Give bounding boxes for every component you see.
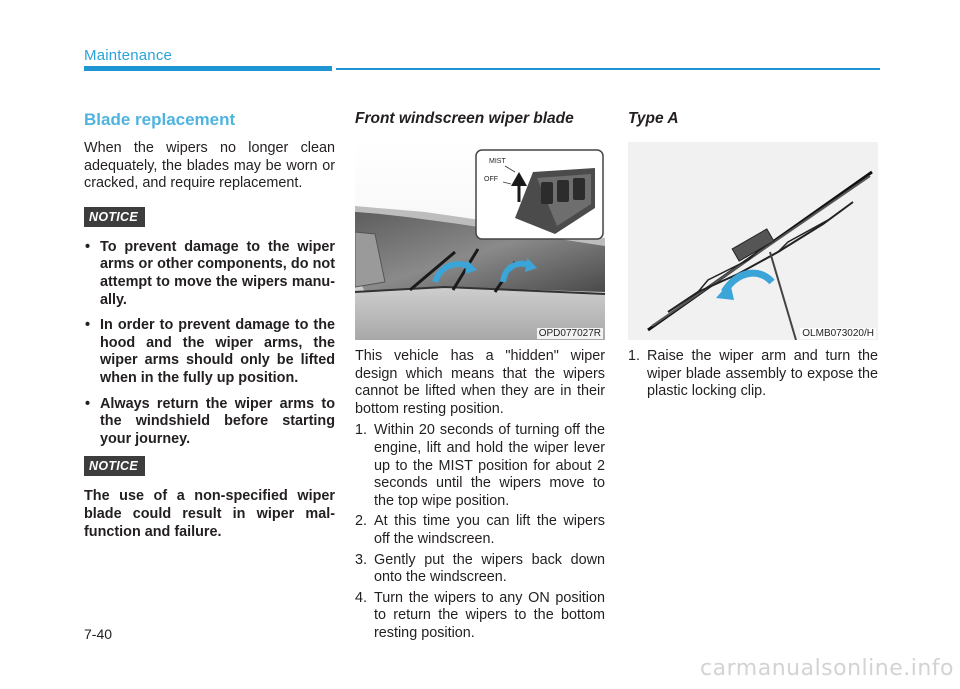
notice-text: The use of a non-specified wiper blade could result in wiper mal-function and failure. bbox=[84, 488, 335, 540]
notice-bullet-item: • To prevent damage to the wiper arms or other components, do not attempt to move the wipers manu-ally. bbox=[84, 239, 335, 309]
column-blade-replacement bbox=[84, 110, 335, 541]
wiper-blade-photo bbox=[628, 142, 878, 340]
column-front-wiper bbox=[355, 110, 605, 646]
figure-code: OPD077027R bbox=[538, 328, 601, 339]
step-item bbox=[628, 348, 878, 401]
step-item bbox=[355, 513, 605, 548]
step-number: 1. bbox=[355, 422, 368, 439]
step-text: Gently put the wipers back down onto the windscreen. bbox=[374, 551, 605, 586]
step-text: Raise the wiper arm and turn the wiper blade assembly to expose the plastic locking clip. bbox=[647, 348, 878, 400]
step-number: 3. bbox=[355, 551, 368, 568]
notice-bullet-item: • In order to prevent damage to the hood and the wiper arms, the wiper arms should only be lifted when in the fully up position. bbox=[84, 317, 335, 387]
heading-type-a: Type A bbox=[628, 110, 679, 127]
wiper-blade-illustration bbox=[628, 142, 878, 340]
heading-front-windscreen-wiper-blade: Front windscreen wiper blade bbox=[355, 110, 574, 127]
notice-badge: NOTICE bbox=[84, 456, 145, 476]
step-text: At this time you can lift the wipers off the windscreen. bbox=[374, 513, 605, 547]
intro-paragraph: When the wipers no longer clean adequately, the blades may be worn or cracked, and require replacement. bbox=[84, 140, 335, 192]
wiper-lever-illustration bbox=[355, 142, 605, 340]
step-item bbox=[355, 422, 605, 510]
notice-bullet-list bbox=[84, 239, 335, 449]
step-text: Within 20 seconds of turning off the engine, lift and hold the wiper lever up to the MIST position for about 2 seconds until the wipers move to the top wipe position. bbox=[374, 422, 605, 509]
notice-badge: NOTICE bbox=[84, 207, 145, 227]
section-title: Maintenance bbox=[84, 47, 173, 64]
notice-bullet-item: • Always return the wiper arms to the windshield before starting your journey. bbox=[84, 396, 335, 449]
hidden-wiper-paragraph: This vehicle has a "hidden" wiper design which means that the wipers cannot be lifted when they are in their bottom resting position. bbox=[355, 348, 605, 417]
heading-blade-replacement: Blade replacement bbox=[84, 110, 236, 129]
windscreen-photo bbox=[355, 142, 605, 340]
mist-label: MIST bbox=[489, 158, 506, 165]
header-rule-thin bbox=[336, 68, 880, 70]
step-number: 2. bbox=[355, 513, 368, 530]
column-type-a bbox=[628, 110, 878, 404]
step-number: 1. bbox=[628, 348, 641, 364]
blade-steps bbox=[628, 348, 878, 401]
figure-code: OLMB073020/H bbox=[802, 328, 874, 339]
header-rule-thick bbox=[84, 66, 332, 71]
lift-wiper-steps bbox=[355, 422, 605, 642]
watermark: carmanualsonline.info bbox=[700, 656, 954, 681]
off-label: OFF bbox=[484, 176, 498, 183]
step-item bbox=[355, 552, 605, 587]
step-item bbox=[355, 590, 605, 643]
step-text: Turn the wipers to any ON position to return the wipers to the bottom resting position. bbox=[374, 589, 605, 641]
step-number: 4. bbox=[355, 589, 368, 606]
page-number: 7-40 bbox=[84, 626, 113, 642]
